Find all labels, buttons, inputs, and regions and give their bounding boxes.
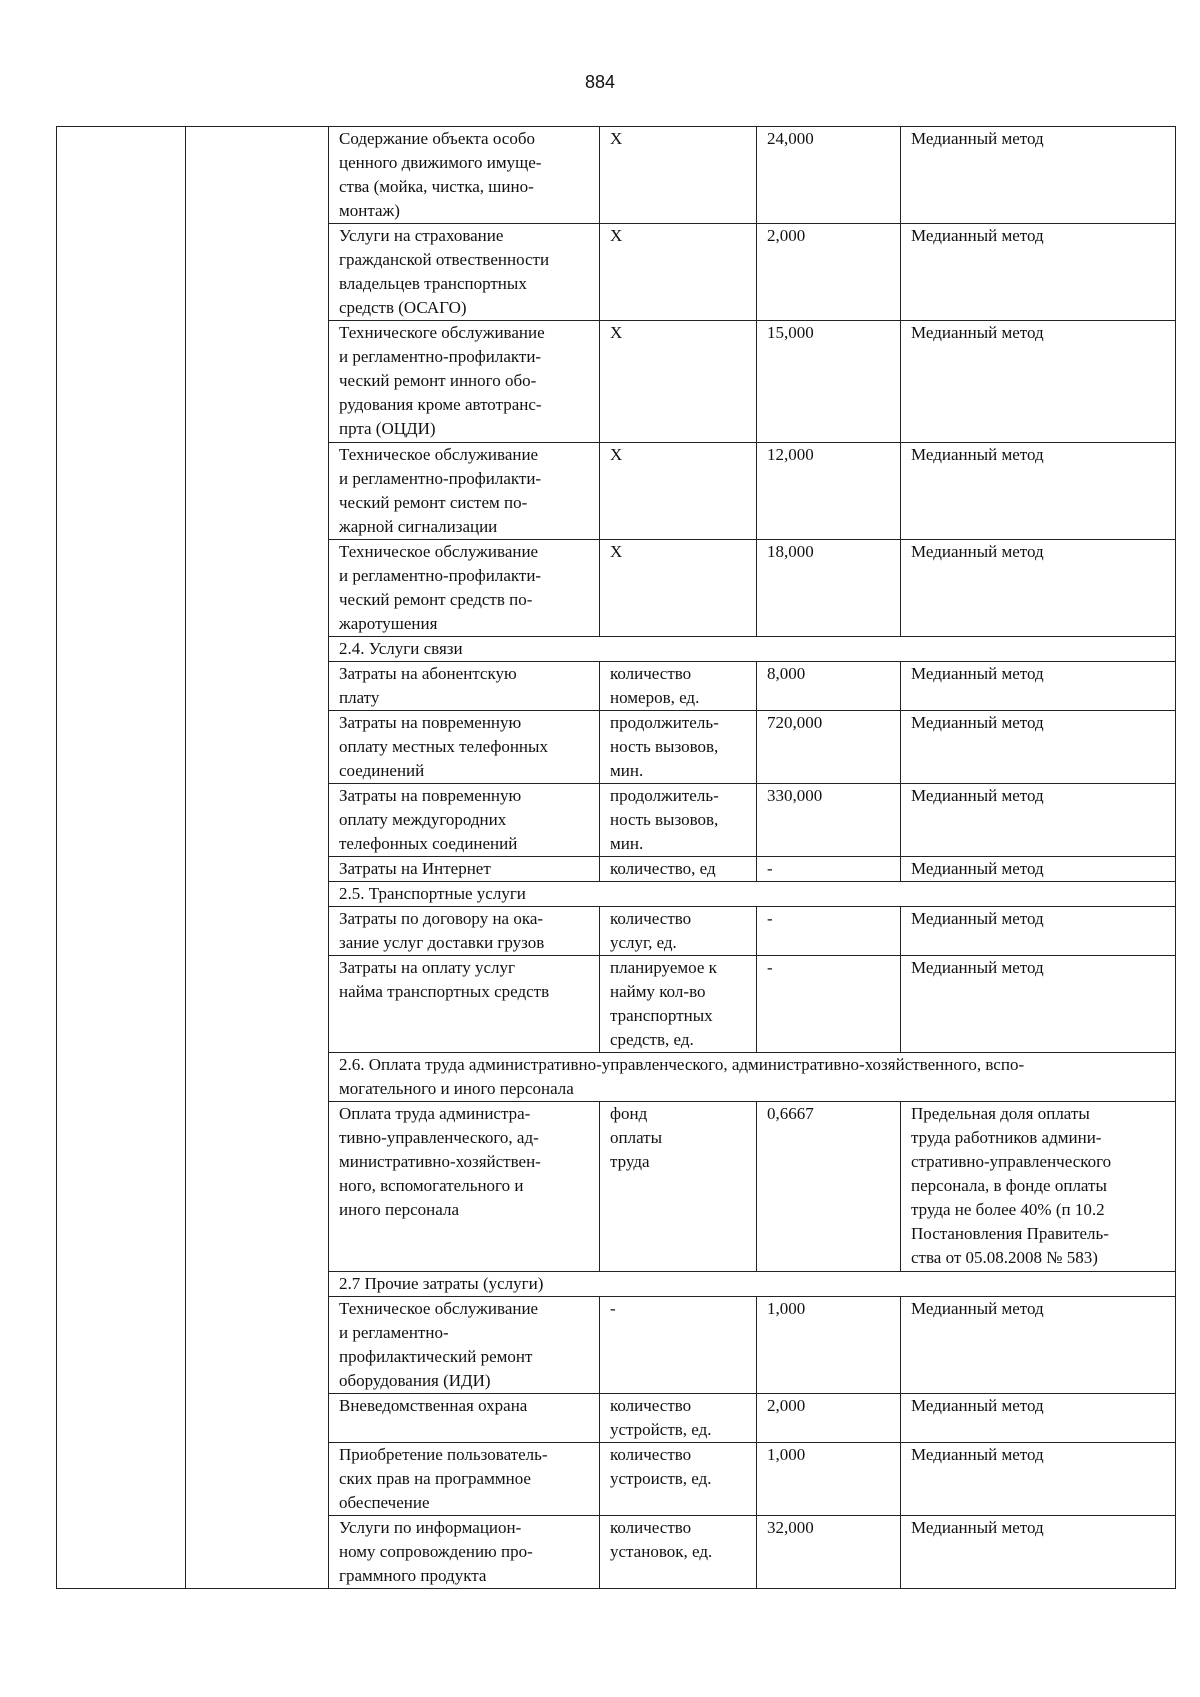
row-value: 2,000 bbox=[757, 224, 901, 321]
row-method: Медианный метод bbox=[901, 1297, 1176, 1394]
row-unit: количество установок, ед. bbox=[600, 1516, 757, 1589]
row-name: Услуги по информацион- ному сопровождению про- граммного продукта bbox=[329, 1516, 600, 1589]
row-name: Услуги на страхование гражданской отвественности владельцев транспортных средств (ОСАГО) bbox=[329, 224, 600, 321]
row-unit: продолжитель- ность вызовов, мин. bbox=[600, 784, 757, 857]
row-method: Медианный метод bbox=[901, 784, 1176, 857]
row-name: Техническоге обслуживание и регламентно-профилакти- ческий ремонт инного обо- рудования кроме автотранс- прта (ОЦДИ) bbox=[329, 321, 600, 443]
row-unit: - bbox=[600, 1297, 757, 1394]
row-unit: фонд оплаты труда bbox=[600, 1102, 757, 1272]
section-heading: 2.7 Прочие затраты (услуги) bbox=[329, 1272, 1176, 1297]
row-value: - bbox=[757, 907, 901, 956]
row-value: 0,6667 bbox=[757, 1102, 901, 1272]
row-unit: количество номеров, ед. bbox=[600, 662, 757, 711]
section-heading: 2.4. Услуги связи bbox=[329, 637, 1176, 662]
page-number: 884 bbox=[584, 72, 616, 92]
row-value: 18,000 bbox=[757, 540, 901, 637]
row-name: Затраты на оплату услуг найма транспортных средств bbox=[329, 956, 600, 1053]
row-unit: планируемое к найму кол-во транспортных средств, ед. bbox=[600, 956, 757, 1053]
row-value: 32,000 bbox=[757, 1516, 901, 1589]
row-method: Медианный метод bbox=[901, 224, 1176, 321]
row-name: Вневедомственная охрана bbox=[329, 1394, 600, 1443]
row-name: Техническое обслуживание и регламентно- профилактический ремонт оборудования (ИДИ) bbox=[329, 1297, 600, 1394]
row-unit: Х bbox=[600, 540, 757, 637]
row-unit: количество устройств, ед. bbox=[600, 1394, 757, 1443]
cost-norms-table bbox=[56, 126, 1176, 1589]
empty-column-2 bbox=[186, 127, 329, 1589]
section-heading: 2.6. Оплата труда административно-управленческого, административно-хозяйственного, вспо- могательного и иного персонала bbox=[329, 1053, 1176, 1102]
empty-column-1 bbox=[57, 127, 186, 1589]
row-value: 8,000 bbox=[757, 662, 901, 711]
row-value: 1,000 bbox=[757, 1297, 901, 1394]
row-unit: Х bbox=[600, 443, 757, 540]
row-name: Техническое обслуживание и регламентно-профилакти- ческий ремонт средств по- жаротушения bbox=[329, 540, 600, 637]
row-method: Медианный метод bbox=[901, 907, 1176, 956]
row-method: Медианный метод bbox=[901, 857, 1176, 882]
row-unit: Х bbox=[600, 224, 757, 321]
row-method: Медианный метод bbox=[901, 321, 1176, 443]
row-method: Медианный метод bbox=[901, 540, 1176, 637]
row-value: 24,000 bbox=[757, 127, 901, 224]
row-name: Затраты на повременную оплату междугородних телефонных соединений bbox=[329, 784, 600, 857]
row-name: Техническое обслуживание и регламентно-профилакти- ческий ремонт систем по- жарной сигнализации bbox=[329, 443, 600, 540]
row-name: Оплата труда администра- тивно-управленческого, ад- министративно-хозяйствен- ного, вспомогательного и иного персонала bbox=[329, 1102, 600, 1272]
row-name: Затраты на абонентскую плату bbox=[329, 662, 600, 711]
row-method: Медианный метод bbox=[901, 662, 1176, 711]
row-name: Приобретение пользователь- ских прав на программное обеспечение bbox=[329, 1443, 600, 1516]
row-method: Медианный метод bbox=[901, 443, 1176, 540]
row-method: Медианный метод bbox=[901, 956, 1176, 1053]
row-method: Медианный метод bbox=[901, 1516, 1176, 1589]
row-value: 330,000 bbox=[757, 784, 901, 857]
row-value: 2,000 bbox=[757, 1394, 901, 1443]
row-name: Содержание объекта особо ценного движимого имуще- ства (мойка, чистка, шино- монтаж) bbox=[329, 127, 600, 224]
row-method: Медианный метод bbox=[901, 127, 1176, 224]
section-heading: 2.5. Транспортные услуги bbox=[329, 882, 1176, 907]
row-unit: продолжитель- ность вызовов, мин. bbox=[600, 711, 757, 784]
row-unit: количество, ед bbox=[600, 857, 757, 882]
row-unit: количество услуг, ед. bbox=[600, 907, 757, 956]
row-method: Медианный метод bbox=[901, 1443, 1176, 1516]
row-name: Затраты на повременную оплату местных телефонных соединений bbox=[329, 711, 600, 784]
row-value: - bbox=[757, 857, 901, 882]
row-value: 720,000 bbox=[757, 711, 901, 784]
row-name: Затраты по договору на ока- зание услуг доставки грузов bbox=[329, 907, 600, 956]
row-unit: Х bbox=[600, 321, 757, 443]
row-method: Медианный метод bbox=[901, 1394, 1176, 1443]
row-value: - bbox=[757, 956, 901, 1053]
row-name: Затраты на Интернет bbox=[329, 857, 600, 882]
table-row bbox=[57, 127, 1176, 224]
row-value: 1,000 bbox=[757, 1443, 901, 1516]
row-method: Медианный метод bbox=[901, 711, 1176, 784]
row-unit: Х bbox=[600, 127, 757, 224]
row-method: Предельная доля оплаты труда работников админи- стративно-управленческого персонала, в фонде оплаты труда не более 40% (п 10.2 Постановления Правитель- ства от 05.08.2008 № 583) bbox=[901, 1102, 1176, 1272]
row-value: 15,000 bbox=[757, 321, 901, 443]
row-unit: количество устроиств, ед. bbox=[600, 1443, 757, 1516]
row-value: 12,000 bbox=[757, 443, 901, 540]
